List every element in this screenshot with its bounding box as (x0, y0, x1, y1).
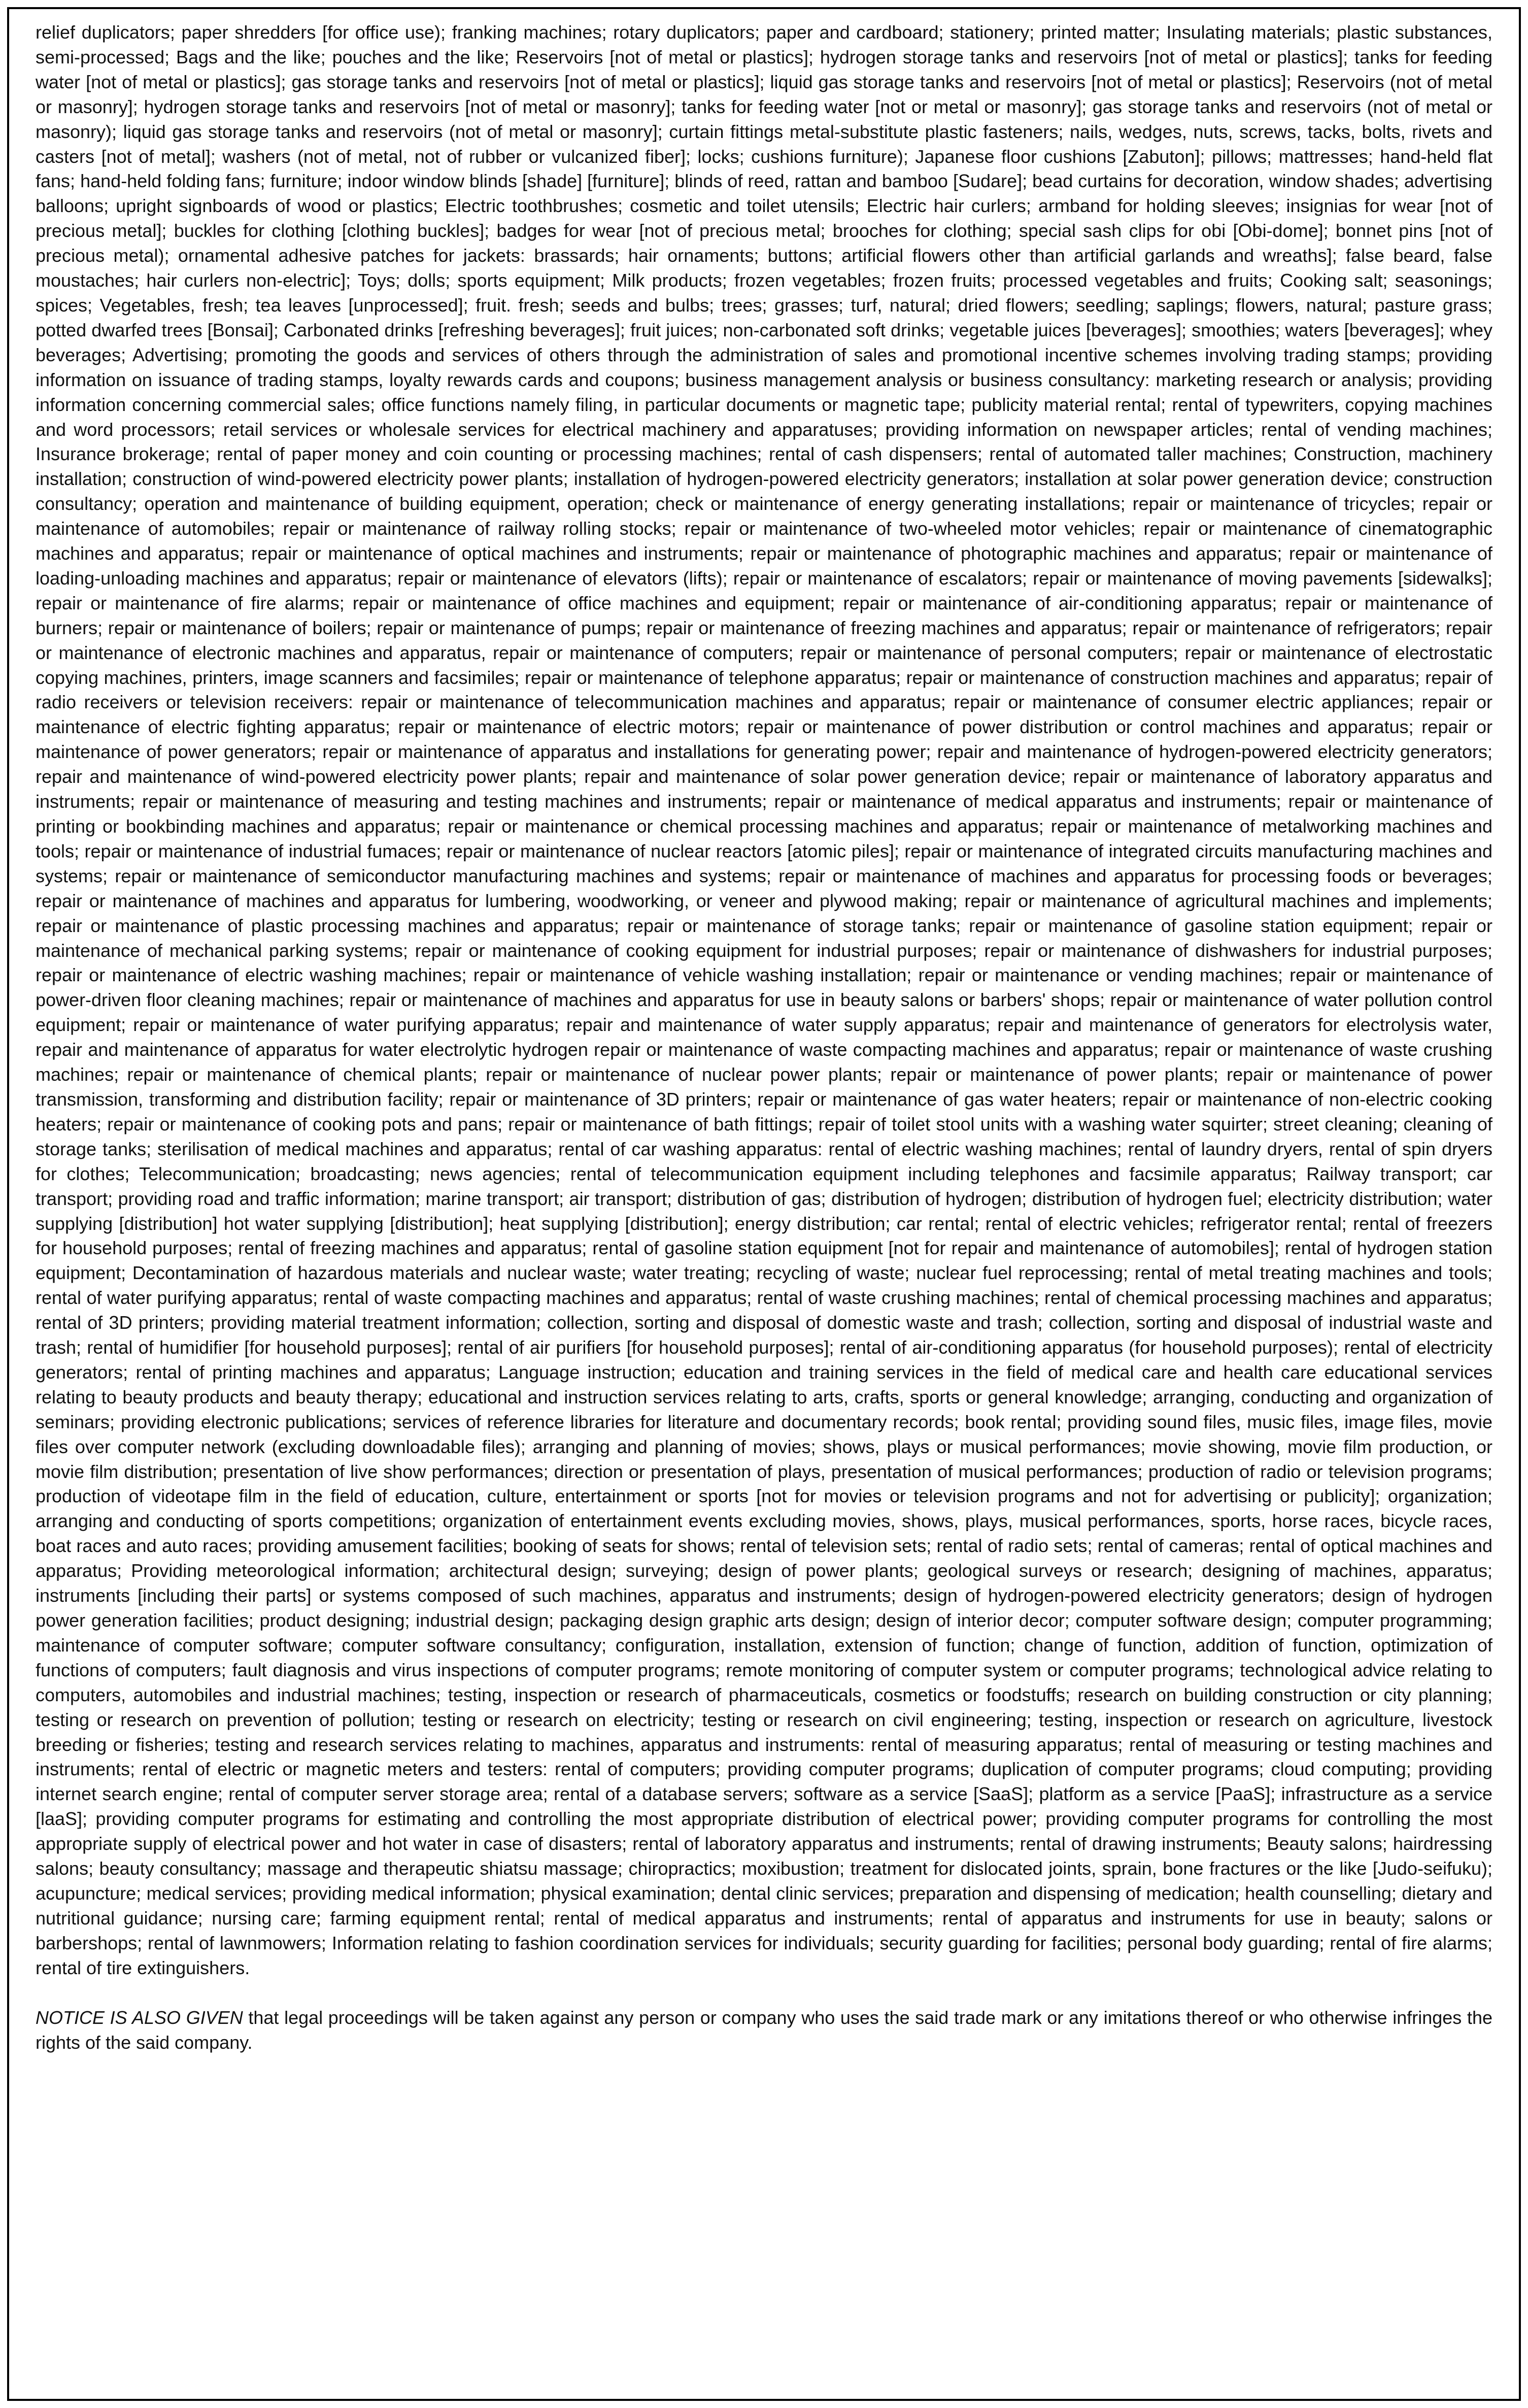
legal-notice-body: that legal proceedings will be taken against any person or company who uses the said trade mark or any imitations thereof or who otherwise infringes the rights of the said company. (36, 2007, 1492, 2053)
goods-services-list: relief duplicators; paper shredders [for office use); franking machines; rotary duplicators; paper and cardboard; stationery; printed matter; Insulating materials; plastic substances, semi-processed; Bags and the like; pouches and the like; Reservoirs [not of metal or plastics]; hydrogen storage tanks and reservoirs [not of metal or plastics]; tanks for feeding water [not of metal or plastics]; gas storage tanks and reservoirs [not of metal or plastics]; liquid gas storage tanks and reservoirs [not of metal or plastics]; Reservoirs (not of metal or masonry]; hydrogen storage tanks and reservoirs [not of metal or masonry]; tanks for feeding water [not or metal or masonry]; gas storage tanks and reservoirs (not of metal or masonry); liquid gas storage tanks and reservoirs (not of metal or masonry]; curtain fittings metal-substitute plastic fasteners; nails, wedges, nuts, screws, tacks, bolts, rivets and casters [not of metal]; washers (not of metal, not of rubber or vulcanized fiber]; locks; cushions furniture); Japanese floor cushions [Zabuton]; pillows; mattresses; hand-held flat fans; hand-held folding fans; furniture; indoor window blinds [shade] [furniture]; blinds of reed, rattan and bamboo [Sudare]; bead curtains for decoration, window shades; advertising balloons; upright signboards of wood or plastics; Electric toothbrushes; cosmetic and toilet utensils; Electric hair curlers; armband for holding sleeves; insignias for wear [not of precious metal]; buckles for clothing [clothing buckles]; badges for wear [not of precious metal; brooches for clothing; special sash clips for obi [Obi-dome]; bonnet pins [not of precious metal); ornamental adhesive patches for jackets: brassards; hair ornaments; buttons; artificial flowers other than artificial garlands and wreaths]; false beard, false moustaches; hair curlers non-electric]; Toys; dolls; sports equipment; Milk products; frozen vegetables; frozen fruits; processed vegetables and fruits; Cooking salt; seasonings; spices; Vegetables, fresh; tea leaves [unprocessed]; fruit. fresh; seeds and bulbs; trees; grasses; turf, natural; dried flowers; seedling; saplings; flowers, natural; pasture grass; potted dwarfed trees [Bonsai]; Carbonated drinks [refreshing beverages]; fruit juices; non-carbonated soft drinks; vegetable juices [beverages]; smoothies; waters [beverages]; whey beverages; Advertising; promoting the goods and services of others through the administration of sales and promotional incentive schemes involving trading stamps; providing information on issuance of trading stamps, loyalty rewards cards and coupons; business management analysis or business consultancy: marketing research or analysis; providing information concerning commercial sales; office functions namely filing, in particular documents or magnetic tape; publicity material rental; rental of typewriters, copying machines and word processors; retail services or wholesale services for electrical machinery and apparatuses; providing information on newspaper articles; rental of vending machines; Insurance brokerage; rental of paper money and coin counting or processing machines; rental of cash dispensers; rental of automated taller machines; Construction, machinery installation; construction of wind-powered electricity power plants; installation of hydrogen-powered electricity generators; installation at solar power generation device; construction consultancy; operation and maintenance of building equipment, operation; check or maintenance of energy generating installations; repair or maintenance of tricycles; repair or maintenance of automobiles; repair or maintenance of railway rolling stocks; repair or maintenance of two-wheeled motor vehicles; repair or maintenance of cinematographic machines and apparatus; repair or maintenance of optical machines and instruments; repair or maintenance of photographic machines and apparatus; repair or maintenance of loading-unloading machines and apparatus; repair or maintenance of elevators (lifts); repair or maintenance of escalators; repair or maintenance of moving pavements [sidewalks]; repair or maintenance of fire alarms; repair or maintenance of office machines and equipment; repair or maintenance of air-conditioning apparatus; repair or maintenance of burners; repair or maintenance of boilers; repair or maintenance of pumps; repair or maintenance of freezing machines and apparatus; repair or maintenance of refrigerators; repair or maintenance of electronic machines and apparatus, repair or maintenance of computers; repair or maintenance of personal computers; repair or maintenance of electrostatic copying machines, printers, image scanners and facsimiles; repair or maintenance of telephone apparatus; repair or maintenance of construction machines and apparatus; repair of radio receivers or television receivers: repair or maintenance of telecommunication machines and apparatus; repair or maintenance of consumer electric appliances; repair or maintenance of electric fighting apparatus; repair or maintenance of electric motors; repair or maintenance of power distribution or control machines and apparatus; repair or maintenance of power generators; repair or maintenance of apparatus and installations for generating power; repair and maintenance of hydrogen-powered electricity generators; repair and maintenance of wind-powered electricity power plants; repair and maintenance of solar power generation device; repair or maintenance of laboratory apparatus and instruments; repair or maintenance of measuring and testing machines and instruments; repair or maintenance of medical apparatus and instruments; repair or maintenance of printing or bookbinding machines and apparatus; repair or maintenance or chemical processing machines and apparatus; repair or maintenance of metalworking machines and tools; repair or maintenance of industrial fumaces; repair or maintenance of nuclear reactors [atomic piles]; repair or maintenance of integrated circuits manufacturing machines and systems; repair or maintenance of semiconductor manufacturing machines and systems; repair or maintenance of machines and apparatus for processing foods or beverages; repair or maintenance of machines and apparatus for lumbering, woodworking, or veneer and plywood making; repair or maintenance of agricultural machines and implements; repair or maintenance of plastic processing machines and apparatus; repair or maintenance of storage tanks; repair or maintenance of gasoline station equipment; repair or maintenance of mechanical parking systems; repair or maintenance of cooking equipment for industrial purposes; repair or maintenance of dishwashers for industrial purposes; repair or maintenance of electric washing machines; repair or maintenance of vehicle washing installation; repair or maintenance or vending machines; repair or maintenance of power-driven floor cleaning machines; repair or maintenance of machines and apparatus for use in beauty salons or barbers' shops; repair or maintenance of water pollution control equipment; repair or maintenance of water purifying apparatus; repair and maintenance of water supply apparatus; repair and maintenance of generators for electrolysis water, repair and maintenance of apparatus for water electrolytic hydrogen repair or maintenance of waste compacting machines and apparatus; repair or maintenance of waste crushing machines; repair or maintenance of chemical plants; repair or maintenance of nuclear power plants; repair or maintenance of power plants; repair or maintenance of power transmission, transforming and distribution facility; repair or maintenance of 3D printers; repair or maintenance of gas water heaters; repair or maintenance of non-electric cooking heaters; repair or maintenance of cooking pots and pans; repair or maintenance of bath fittings; repair of toilet stool units with a washing water squirter; street cleaning; cleaning of storage tanks; sterilisation of medical machines and apparatus; rental of car washing apparatus: rental of electric washing machines; rental of laundry dryers, rental of spin dryers for clothes; Telecommunication; broadcasting; news agencies; rental of telecommunication equipment including telephones and facsimile apparatus; Railway transport; car transport; providing road and traffic information; marine transport; air transport; distribution of gas; distribution of hydrogen; distribution of hydrogen fuel; electricity distribution; water supplying [distribution] hot water supplying [distribution]; heat supplying [distribution]; energy distribution; car rental; rental of electric vehicles; refrigerator rental; rental of freezers for household purposes; rental of freezing machines and apparatus; rental of gasoline station equipment [not for repair and maintenance of automobiles]; rental of hydrogen station equipment; Decontamination of hazardous materials and nuclear waste; water treating; recycling of waste; nuclear fuel reprocessing; rental of metal treating machines and tools; rental of water purifying apparatus; rental of waste compacting machines and apparatus; rental of waste crushing machines; rental of chemical processing machines and apparatus; rental of 3D printers; providing material treatment information; collection, sorting and disposal of domestic waste and trash; collection, sorting and disposal of industrial waste and trash; rental of humidifier [for household purposes]; rental of air purifiers [for household purposes]; rental of air-conditioning apparatus (for household purposes); rental of electricity generators; rental of printing machines and apparatus; Language instruction; education and training services in the field of medical care and health care educational services relating to beauty products and beauty therapy; educational and instruction services relating to arts, crafts, sports or general knowledge; arranging, conducting and organization of seminars; providing electronic publications; services of reference libraries for literature and documentary records; book rental; providing sound files, music files, image files, movie files over computer network (excluding downloadable files); arranging and planning of movies; shows, plays or musical performances; movie showing, movie film production, or movie film distribution; presentation of live show performances; direction or presentation of plays, presentation of musical performances; production of radio or television programs; production of videotape film in the field of education, culture, entertainment or sports [not for movies or television programs and not for advertising or publicity]; organization; arranging and conducting of sports competitions; organization of entertainment events excluding movies, shows, plays, musical performances, sports, horse races, bicycle races, boat races and auto races; providing amusement facilities; booking of seats for shows; rental of television sets; rental of radio sets; rental of cameras; rental of optical machines and apparatus; Providing meteorological information; architectural design; surveying; design of power plants; geological surveys or research; designing of machines, apparatus; instruments [including their parts] or systems composed of such machines, apparatus and instruments; design of hydrogen-powered electricity generators; design of hydrogen power generation facilities; product designing; industrial design; packaging design graphic arts design; design of interior decor; computer software design; computer programming; maintenance of computer software; computer software consultancy; configuration, installation, extension of function; change of function, addition of function, optimization of functions of computers; fault diagnosis and virus inspections of computer programs; remote monitoring of computer system or computer programs; technological advice relating to computers, automobiles and industrial machines; testing, inspection or research of pharmaceuticals, cosmetics or foodstuffs; research on building construction or city planning; testing or research on prevention of pollution; testing or research on electricity; testing or research on civil engineering; testing, inspection or research on agriculture, livestock breeding or fisheries; testing and research services relating to machines, apparatus and instruments: rental of measuring apparatus; rental of measuring or testing machines and instruments; rental of electric or magnetic meters and testers: rental of computers; providing computer programs; duplication of computer programs; cloud computing; providing internet search engine; rental of computer server storage area; rental of a database servers; software as a service [SaaS]; platform as a service [PaaS]; infrastructure as a service [laaS]; providing computer programs for estimating and controlling the most appropriate distribution of electrical power; providing computer programs for controlling the most appropriate supply of electrical power and hot water in case of disasters; rental of laboratory apparatus and instruments; rental of drawing instruments; Beauty salons; hairdressing salons; beauty consultancy; massage and therapeutic shiatsu massage; chiropractics; moxibustion; treatment for dislocated joints, sprain, bone fractures or the like [Judo-seifuku); acupuncture; medical services; providing medical information; physical examination; dental clinic services; preparation and dispensing of medication; health counselling; dietary and nutritional guidance; nursing care; farming equipment rental; rental of medical apparatus and instruments; rental of apparatus and instruments for use in beauty; salons or barbershops; rental of lawnmowers; Information relating to fashion coordination services for individuals; security guarding for facilities; personal body guarding; rental of fire alarms; rental of tire extinguishers. (36, 22, 1492, 1978)
notice-frame (7, 7, 1521, 2401)
legal-notice-paragraph (36, 2006, 1492, 2055)
legal-notice-lead: NOTICE IS ALSO GIVEN (36, 2007, 243, 2028)
